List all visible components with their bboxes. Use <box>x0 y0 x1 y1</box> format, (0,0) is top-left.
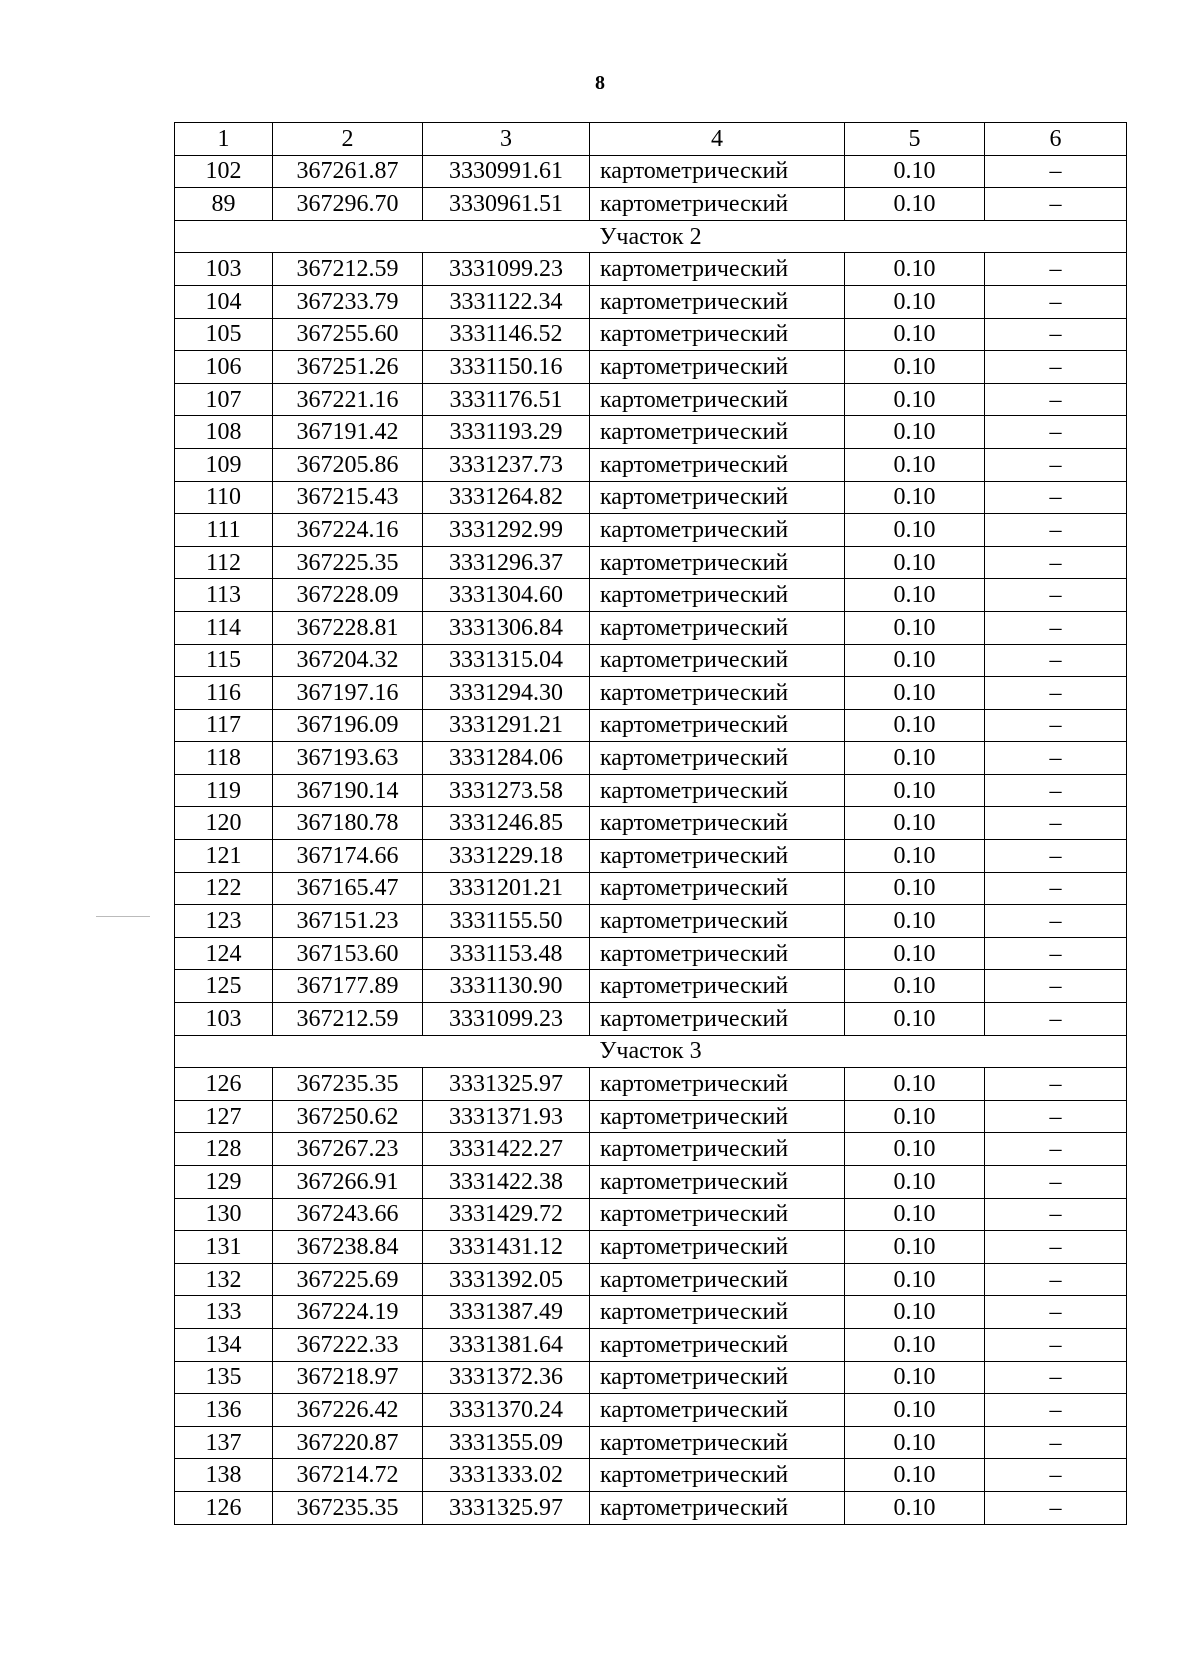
coord-y-cell: 3331325.97 <box>423 1068 590 1101</box>
coord-x-cell: 367212.59 <box>273 253 423 286</box>
coord-y-cell: 3331099.23 <box>423 1003 590 1036</box>
method-cell: картометрический <box>590 448 845 481</box>
section-row <box>175 220 1127 253</box>
table-header-row <box>175 123 1127 156</box>
point-number-cell: 105 <box>175 318 273 351</box>
coord-y-cell: 3330961.51 <box>423 188 590 221</box>
accuracy-cell: 0.10 <box>845 546 985 579</box>
method-cell: картометрический <box>590 416 845 449</box>
method-cell: картометрический <box>590 872 845 905</box>
accuracy-cell: 0.10 <box>845 1068 985 1101</box>
accuracy-cell: 0.10 <box>845 1003 985 1036</box>
table-row <box>175 1263 1127 1296</box>
accuracy-cell: 0.10 <box>845 677 985 710</box>
table-row <box>175 677 1127 710</box>
coord-x-cell: 367205.86 <box>273 448 423 481</box>
coord-x-cell: 367225.35 <box>273 546 423 579</box>
point-number-cell: 121 <box>175 840 273 873</box>
point-number-cell: 102 <box>175 155 273 188</box>
coord-y-cell: 3331291.21 <box>423 709 590 742</box>
table-row <box>175 1491 1127 1524</box>
point-number-cell: 125 <box>175 970 273 1003</box>
note-cell: – <box>985 416 1127 449</box>
coord-x-cell: 367238.84 <box>273 1231 423 1264</box>
coord-y-cell: 3331429.72 <box>423 1198 590 1231</box>
coord-x-cell: 367243.66 <box>273 1198 423 1231</box>
coord-x-cell: 367235.35 <box>273 1491 423 1524</box>
coord-y-cell: 3331150.16 <box>423 351 590 384</box>
column-header-2: 2 <box>273 123 423 156</box>
coord-y-cell: 3331264.82 <box>423 481 590 514</box>
table-row <box>175 1231 1127 1264</box>
coord-x-cell: 367235.35 <box>273 1068 423 1101</box>
table-row <box>175 937 1127 970</box>
note-cell: – <box>985 253 1127 286</box>
point-number-cell: 123 <box>175 905 273 938</box>
coord-y-cell: 3331315.04 <box>423 644 590 677</box>
method-cell: картометрический <box>590 285 845 318</box>
point-number-cell: 104 <box>175 285 273 318</box>
coord-y-cell: 3331371.93 <box>423 1100 590 1133</box>
coord-x-cell: 367204.32 <box>273 644 423 677</box>
accuracy-cell: 0.10 <box>845 937 985 970</box>
method-cell: картометрический <box>590 1296 845 1329</box>
coord-y-cell: 3330991.61 <box>423 155 590 188</box>
point-number-cell: 113 <box>175 579 273 612</box>
page-number: 8 <box>595 72 605 94</box>
coord-x-cell: 367214.72 <box>273 1459 423 1492</box>
point-number-cell: 111 <box>175 514 273 547</box>
point-number-cell: 128 <box>175 1133 273 1166</box>
method-cell: картометрический <box>590 383 845 416</box>
method-cell: картометрический <box>590 514 845 547</box>
section-label: Участок 3 <box>175 1035 1127 1068</box>
table-row <box>175 188 1127 221</box>
note-cell: – <box>985 905 1127 938</box>
method-cell: картометрический <box>590 1100 845 1133</box>
accuracy-cell: 0.10 <box>845 188 985 221</box>
point-number-cell: 122 <box>175 872 273 905</box>
table-row <box>175 1198 1127 1231</box>
point-number-cell: 103 <box>175 253 273 286</box>
accuracy-cell: 0.10 <box>845 514 985 547</box>
coord-x-cell: 367151.23 <box>273 905 423 938</box>
accuracy-cell: 0.10 <box>845 807 985 840</box>
accuracy-cell: 0.10 <box>845 481 985 514</box>
point-number-cell: 118 <box>175 742 273 775</box>
coord-y-cell: 3331284.06 <box>423 742 590 775</box>
table-row <box>175 807 1127 840</box>
table-row <box>175 872 1127 905</box>
accuracy-cell: 0.10 <box>845 155 985 188</box>
method-cell: картометрический <box>590 579 845 612</box>
note-cell: – <box>985 579 1127 612</box>
note-cell: – <box>985 709 1127 742</box>
point-number-cell: 126 <box>175 1491 273 1524</box>
coord-x-cell: 367197.16 <box>273 677 423 710</box>
column-header-4: 4 <box>590 123 845 156</box>
method-cell: картометрический <box>590 1426 845 1459</box>
coord-x-cell: 367191.42 <box>273 416 423 449</box>
point-number-cell: 107 <box>175 383 273 416</box>
note-cell: – <box>985 937 1127 970</box>
coord-y-cell: 3331422.38 <box>423 1166 590 1199</box>
accuracy-cell: 0.10 <box>845 774 985 807</box>
note-cell: – <box>985 840 1127 873</box>
coord-y-cell: 3331146.52 <box>423 318 590 351</box>
coord-x-cell: 367255.60 <box>273 318 423 351</box>
method-cell: картометрический <box>590 1263 845 1296</box>
accuracy-cell: 0.10 <box>845 1296 985 1329</box>
coord-x-cell: 367193.63 <box>273 742 423 775</box>
coord-y-cell: 3331193.29 <box>423 416 590 449</box>
note-cell: – <box>985 1100 1127 1133</box>
accuracy-cell: 0.10 <box>845 742 985 775</box>
table-row <box>175 1426 1127 1459</box>
point-number-cell: 103 <box>175 1003 273 1036</box>
table-row <box>175 1296 1127 1329</box>
coord-y-cell: 3331201.21 <box>423 872 590 905</box>
coord-y-cell: 3331372.36 <box>423 1361 590 1394</box>
method-cell: картометрический <box>590 1394 845 1427</box>
coord-y-cell: 3331306.84 <box>423 611 590 644</box>
accuracy-cell: 0.10 <box>845 1133 985 1166</box>
coord-y-cell: 3331099.23 <box>423 253 590 286</box>
method-cell: картометрический <box>590 742 845 775</box>
coord-x-cell: 367250.62 <box>273 1100 423 1133</box>
point-number-cell: 124 <box>175 937 273 970</box>
method-cell: картометрический <box>590 1231 845 1264</box>
coord-y-cell: 3331325.97 <box>423 1491 590 1524</box>
note-cell: – <box>985 1328 1127 1361</box>
coord-y-cell: 3331422.27 <box>423 1133 590 1166</box>
table-row <box>175 1394 1127 1427</box>
note-cell: – <box>985 644 1127 677</box>
accuracy-cell: 0.10 <box>845 383 985 416</box>
method-cell: картометрический <box>590 807 845 840</box>
note-cell: – <box>985 546 1127 579</box>
coord-y-cell: 3331333.02 <box>423 1459 590 1492</box>
note-cell: – <box>985 872 1127 905</box>
note-cell: – <box>985 611 1127 644</box>
method-cell: картометрический <box>590 1198 845 1231</box>
section-row <box>175 1035 1127 1068</box>
column-header-3: 3 <box>423 123 590 156</box>
table-row <box>175 905 1127 938</box>
table-row <box>175 742 1127 775</box>
point-number-cell: 130 <box>175 1198 273 1231</box>
method-cell: картометрический <box>590 1068 845 1101</box>
point-number-cell: 134 <box>175 1328 273 1361</box>
table-row <box>175 285 1127 318</box>
point-number-cell: 112 <box>175 546 273 579</box>
accuracy-cell: 0.10 <box>845 970 985 1003</box>
column-header-6: 6 <box>985 123 1127 156</box>
note-cell: – <box>985 742 1127 775</box>
accuracy-cell: 0.10 <box>845 1328 985 1361</box>
table-row <box>175 611 1127 644</box>
point-number-cell: 136 <box>175 1394 273 1427</box>
note-cell: – <box>985 1426 1127 1459</box>
method-cell: картометрический <box>590 1133 845 1166</box>
note-cell: – <box>985 514 1127 547</box>
coord-x-cell: 367221.16 <box>273 383 423 416</box>
note-cell: – <box>985 285 1127 318</box>
coord-y-cell: 3331296.37 <box>423 546 590 579</box>
method-cell: картометрический <box>590 937 845 970</box>
table-row <box>175 155 1127 188</box>
coord-y-cell: 3331292.99 <box>423 514 590 547</box>
point-number-cell: 114 <box>175 611 273 644</box>
accuracy-cell: 0.10 <box>845 709 985 742</box>
accuracy-cell: 0.10 <box>845 1491 985 1524</box>
accuracy-cell: 0.10 <box>845 840 985 873</box>
table-row <box>175 1003 1127 1036</box>
accuracy-cell: 0.10 <box>845 448 985 481</box>
point-number-cell: 127 <box>175 1100 273 1133</box>
table-row <box>175 1166 1127 1199</box>
note-cell: – <box>985 318 1127 351</box>
method-cell: картометрический <box>590 1459 845 1492</box>
coord-x-cell: 367220.87 <box>273 1426 423 1459</box>
coord-y-cell: 3331381.64 <box>423 1328 590 1361</box>
method-cell: картометрический <box>590 644 845 677</box>
method-cell: картометрический <box>590 155 845 188</box>
note-cell: – <box>985 1263 1127 1296</box>
coord-x-cell: 367212.59 <box>273 1003 423 1036</box>
table-row <box>175 546 1127 579</box>
method-cell: картометрический <box>590 1491 845 1524</box>
point-number-cell: 131 <box>175 1231 273 1264</box>
point-number-cell: 108 <box>175 416 273 449</box>
coord-y-cell: 3331392.05 <box>423 1263 590 1296</box>
table-row <box>175 1361 1127 1394</box>
accuracy-cell: 0.10 <box>845 1361 985 1394</box>
table-row <box>175 1068 1127 1101</box>
accuracy-cell: 0.10 <box>845 351 985 384</box>
accuracy-cell: 0.10 <box>845 905 985 938</box>
note-cell: – <box>985 155 1127 188</box>
coord-y-cell: 3331237.73 <box>423 448 590 481</box>
accuracy-cell: 0.10 <box>845 644 985 677</box>
coord-y-cell: 3331176.51 <box>423 383 590 416</box>
table-row <box>175 351 1127 384</box>
coord-y-cell: 3331387.49 <box>423 1296 590 1329</box>
method-cell: картометрический <box>590 188 845 221</box>
coord-x-cell: 367174.66 <box>273 840 423 873</box>
point-number-cell: 120 <box>175 807 273 840</box>
coord-y-cell: 3331294.30 <box>423 677 590 710</box>
note-cell: – <box>985 677 1127 710</box>
method-cell: картометрический <box>590 1361 845 1394</box>
table-row <box>175 514 1127 547</box>
coordinates-table <box>174 122 1127 1525</box>
note-cell: – <box>985 1296 1127 1329</box>
coord-x-cell: 367180.78 <box>273 807 423 840</box>
method-cell: картометрический <box>590 905 845 938</box>
table-row <box>175 840 1127 873</box>
table-row <box>175 644 1127 677</box>
note-cell: – <box>985 970 1127 1003</box>
accuracy-cell: 0.10 <box>845 1198 985 1231</box>
coord-y-cell: 3331304.60 <box>423 579 590 612</box>
point-number-cell: 117 <box>175 709 273 742</box>
table-row <box>175 579 1127 612</box>
method-cell: картометрический <box>590 840 845 873</box>
table-row <box>175 774 1127 807</box>
coord-x-cell: 367215.43 <box>273 481 423 514</box>
method-cell: картометрический <box>590 253 845 286</box>
accuracy-cell: 0.10 <box>845 1166 985 1199</box>
coord-x-cell: 367165.47 <box>273 872 423 905</box>
coord-x-cell: 367251.26 <box>273 351 423 384</box>
point-number-cell: 137 <box>175 1426 273 1459</box>
note-cell: – <box>985 1459 1127 1492</box>
table-row <box>175 1459 1127 1492</box>
accuracy-cell: 0.10 <box>845 285 985 318</box>
section-label: Участок 2 <box>175 220 1127 253</box>
coord-x-cell: 367153.60 <box>273 937 423 970</box>
method-cell: картометрический <box>590 1003 845 1036</box>
point-number-cell: 109 <box>175 448 273 481</box>
coord-x-cell: 367177.89 <box>273 970 423 1003</box>
coord-x-cell: 367218.97 <box>273 1361 423 1394</box>
point-number-cell: 126 <box>175 1068 273 1101</box>
coord-y-cell: 3331431.12 <box>423 1231 590 1264</box>
column-header-1: 1 <box>175 123 273 156</box>
point-number-cell: 116 <box>175 677 273 710</box>
note-cell: – <box>985 1068 1127 1101</box>
column-header-5: 5 <box>845 123 985 156</box>
table-row <box>175 481 1127 514</box>
coord-y-cell: 3331229.18 <box>423 840 590 873</box>
accuracy-cell: 0.10 <box>845 1459 985 1492</box>
method-cell: картометрический <box>590 970 845 1003</box>
scan-mark <box>96 916 150 917</box>
note-cell: – <box>985 383 1127 416</box>
coord-x-cell: 367225.69 <box>273 1263 423 1296</box>
coord-y-cell: 3331273.58 <box>423 774 590 807</box>
table-row <box>175 1133 1127 1166</box>
coord-x-cell: 367233.79 <box>273 285 423 318</box>
method-cell: картометрический <box>590 1328 845 1361</box>
coord-x-cell: 367228.09 <box>273 579 423 612</box>
coord-x-cell: 367196.09 <box>273 709 423 742</box>
accuracy-cell: 0.10 <box>845 318 985 351</box>
coord-y-cell: 3331153.48 <box>423 937 590 970</box>
accuracy-cell: 0.10 <box>845 416 985 449</box>
note-cell: – <box>985 1361 1127 1394</box>
coord-x-cell: 367224.16 <box>273 514 423 547</box>
table-row <box>175 383 1127 416</box>
method-cell: картометрический <box>590 318 845 351</box>
accuracy-cell: 0.10 <box>845 1394 985 1427</box>
table-body <box>175 155 1127 1524</box>
point-number-cell: 133 <box>175 1296 273 1329</box>
note-cell: – <box>985 1394 1127 1427</box>
accuracy-cell: 0.10 <box>845 1100 985 1133</box>
note-cell: – <box>985 1166 1127 1199</box>
note-cell: – <box>985 448 1127 481</box>
coord-x-cell: 367228.81 <box>273 611 423 644</box>
method-cell: картометрический <box>590 546 845 579</box>
point-number-cell: 115 <box>175 644 273 677</box>
accuracy-cell: 0.10 <box>845 1231 985 1264</box>
coord-x-cell: 367267.23 <box>273 1133 423 1166</box>
coord-y-cell: 3331246.85 <box>423 807 590 840</box>
note-cell: – <box>985 774 1127 807</box>
note-cell: – <box>985 1231 1127 1264</box>
coord-x-cell: 367266.91 <box>273 1166 423 1199</box>
table-row <box>175 253 1127 286</box>
accuracy-cell: 0.10 <box>845 253 985 286</box>
note-cell: – <box>985 1491 1127 1524</box>
point-number-cell: 119 <box>175 774 273 807</box>
method-cell: картометрический <box>590 351 845 384</box>
point-number-cell: 106 <box>175 351 273 384</box>
accuracy-cell: 0.10 <box>845 579 985 612</box>
table-row <box>175 416 1127 449</box>
note-cell: – <box>985 481 1127 514</box>
coord-x-cell: 367222.33 <box>273 1328 423 1361</box>
note-cell: – <box>985 188 1127 221</box>
coord-x-cell: 367224.19 <box>273 1296 423 1329</box>
point-number-cell: 110 <box>175 481 273 514</box>
table-row <box>175 448 1127 481</box>
accuracy-cell: 0.10 <box>845 611 985 644</box>
method-cell: картометрический <box>590 709 845 742</box>
accuracy-cell: 0.10 <box>845 1263 985 1296</box>
coord-x-cell: 367296.70 <box>273 188 423 221</box>
table-row <box>175 970 1127 1003</box>
coord-y-cell: 3331370.24 <box>423 1394 590 1427</box>
note-cell: – <box>985 1003 1127 1036</box>
coord-y-cell: 3331122.34 <box>423 285 590 318</box>
table-row <box>175 318 1127 351</box>
point-number-cell: 89 <box>175 188 273 221</box>
coord-y-cell: 3331155.50 <box>423 905 590 938</box>
table-row <box>175 1328 1127 1361</box>
method-cell: картометрический <box>590 677 845 710</box>
point-number-cell: 138 <box>175 1459 273 1492</box>
accuracy-cell: 0.10 <box>845 872 985 905</box>
note-cell: – <box>985 351 1127 384</box>
note-cell: – <box>985 807 1127 840</box>
table-row <box>175 1100 1127 1133</box>
note-cell: – <box>985 1133 1127 1166</box>
coord-x-cell: 367190.14 <box>273 774 423 807</box>
method-cell: картометрический <box>590 611 845 644</box>
method-cell: картометрический <box>590 774 845 807</box>
coord-x-cell: 367261.87 <box>273 155 423 188</box>
method-cell: картометрический <box>590 481 845 514</box>
point-number-cell: 135 <box>175 1361 273 1394</box>
coord-x-cell: 367226.42 <box>273 1394 423 1427</box>
method-cell: картометрический <box>590 1166 845 1199</box>
coord-y-cell: 3331130.90 <box>423 970 590 1003</box>
coord-y-cell: 3331355.09 <box>423 1426 590 1459</box>
note-cell: – <box>985 1198 1127 1231</box>
table-row <box>175 709 1127 742</box>
accuracy-cell: 0.10 <box>845 1426 985 1459</box>
point-number-cell: 132 <box>175 1263 273 1296</box>
point-number-cell: 129 <box>175 1166 273 1199</box>
